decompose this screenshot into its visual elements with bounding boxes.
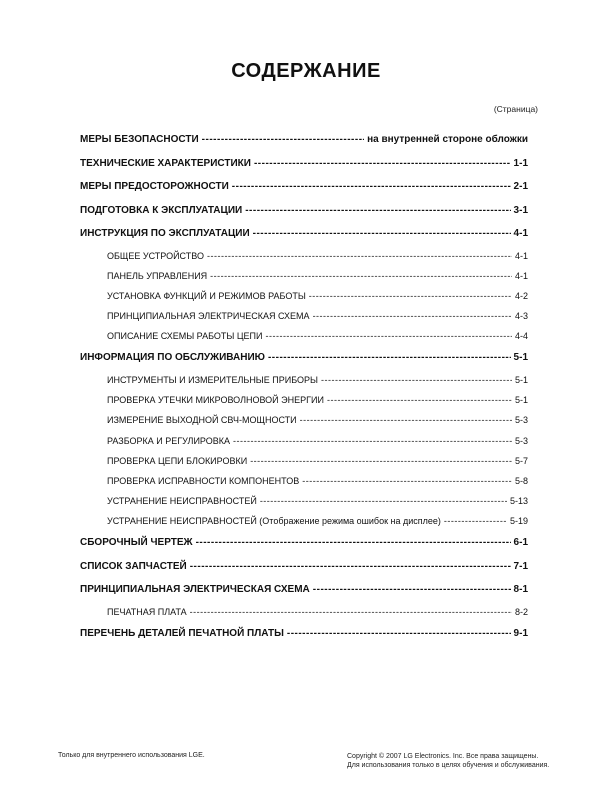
toc-entry-title: ПРОВЕРКА УТЕЧКИ МИКРОВОЛНОВОЙ ЭНЕРГИИ	[107, 395, 324, 406]
toc-entry-title: УСТАНОВКА ФУНКЦИЙ И РЕЖИМОВ РАБОТЫ	[107, 290, 306, 301]
toc-page-number: 8-2	[514, 606, 528, 617]
toc-leader-dashes	[313, 306, 512, 326]
toc-entry-title: ПРИНЦИПИАЛЬНАЯ ЭЛЕКТРИЧЕСКАЯ СХЕМА	[107, 311, 310, 322]
toc-entry-title: ПЕЧАТНАЯ ПЛАТА	[107, 606, 187, 617]
table-of-contents	[80, 128, 528, 646]
toc-subsection-row	[80, 306, 528, 326]
toc-page-number: 2-1	[513, 181, 528, 192]
toc-page-number: на внутренней стороне обложки	[367, 134, 528, 145]
toc-entry-title: СБОРОЧНЫЙ ЧЕРТЕЖ	[80, 537, 193, 549]
footer-copyright-line2: Для использования только в целях обучения и обслуживания.	[347, 762, 550, 769]
toc-entry-title: ПРИНЦИПИАЛЬНАЯ ЭЛЕКТРИЧЕСКАЯ СХЕМА	[80, 584, 310, 596]
toc-leader-dashes	[444, 511, 507, 531]
toc-page-number: 4-3	[514, 311, 528, 322]
toc-entry-title: ИНСТРУМЕНТЫ И ИЗМЕРИТЕЛЬНЫЕ ПРИБОРЫ	[107, 374, 318, 385]
toc-page-number: 5-3	[514, 435, 528, 446]
toc-leader-dashes	[233, 431, 512, 451]
toc-section-row	[80, 128, 528, 152]
toc-leader-dashes	[250, 451, 512, 471]
toc-entry-title: МЕРЫ БЕЗОПАСНОСТИ	[80, 134, 199, 145]
toc-page-number: 5-1	[514, 374, 528, 385]
toc-leader-dashes	[190, 555, 511, 579]
page-column-label: (Страница)	[493, 104, 538, 114]
toc-entry-title: ПРОВЕРКА ИСПРАВНОСТИ КОМПОНЕНТОВ	[107, 475, 300, 486]
toc-leader-dashes	[313, 578, 511, 602]
toc-section-row	[80, 578, 528, 602]
toc-subsection-row	[80, 471, 528, 491]
toc-subsection-row	[80, 286, 528, 306]
toc-leader-dashes	[207, 246, 512, 266]
toc-leader-dashes	[265, 326, 512, 346]
toc-entry-title: ПАНЕЛЬ УПРАВЛЕНИЯ	[107, 270, 208, 281]
toc-page-number: 4-1	[514, 270, 528, 281]
toc-subsection-row	[80, 370, 528, 390]
toc-leader-dashes	[302, 471, 512, 491]
toc-entry-title: УСТРАНЕНИЕ НЕИСПРАВНОСТЕЙ (Отображение режима ошибок на дисплее)	[107, 516, 441, 527]
toc-page-number: 5-1	[514, 395, 528, 406]
toc-entry-title: ИНФОРМАЦИЯ ПО ОБСЛУЖИВАНИЮ	[80, 352, 265, 364]
toc-page-number: 4-4	[514, 331, 528, 342]
toc-page-number: 1-1	[513, 157, 528, 169]
toc-leader-dashes	[300, 410, 512, 430]
toc-entry-title: ТЕХНИЧЕСКИЕ ХАРАКТЕРИСТИКИ	[80, 157, 251, 169]
toc-subsection-row	[80, 246, 528, 266]
toc-leader-dashes	[196, 531, 511, 555]
toc-page-number: 7-1	[513, 560, 528, 572]
toc-entry-title: СПИСОК ЗАПЧАСТЕЙ	[80, 560, 187, 572]
toc-section-row	[80, 199, 528, 223]
toc-page-number: 5-19	[509, 516, 528, 527]
toc-subsection-row	[80, 451, 528, 471]
toc-entry-title: ИНСТРУКЦИЯ ПО ЭКСПЛУАТАЦИИ	[80, 228, 250, 239]
toc-page-number: 8-1	[513, 584, 528, 596]
toc-entry-title: ОБЩЕЕ УСТРОЙСТВО	[107, 250, 204, 261]
toc-leader-dashes	[309, 286, 512, 306]
toc-page-number: 5-13	[509, 496, 528, 507]
toc-leader-dashes	[232, 175, 511, 199]
toc-section-row	[80, 175, 528, 199]
toc-entry-title: ПЕРЕЧЕНЬ ДЕТАЛЕЙ ПЕЧАТНОЙ ПЛАТЫ	[80, 628, 284, 640]
toc-entry-title: МЕРЫ ПРЕДОСТОРОЖНОСТИ	[80, 181, 229, 192]
toc-section-row	[80, 531, 528, 555]
toc-leader-dashes	[287, 622, 511, 646]
toc-page-number: 4-1	[514, 250, 528, 261]
toc-page-number: 6-1	[513, 537, 528, 549]
toc-section-row	[80, 555, 528, 579]
toc-subsection-row	[80, 511, 528, 531]
toc-page-number: 5-7	[514, 455, 528, 466]
toc-page-number: 5-1	[513, 352, 528, 364]
toc-subsection-row	[80, 410, 528, 430]
toc-page-number: 5-3	[514, 415, 528, 426]
toc-section-row	[80, 152, 528, 176]
toc-leader-dashes	[202, 128, 364, 152]
toc-section-row	[80, 222, 528, 246]
toc-entry-title: ИЗМЕРЕНИЕ ВЫХОДНОЙ СВЧ-МОЩНОСТИ	[107, 415, 297, 426]
footer-copyright	[347, 752, 549, 770]
toc-section-row	[80, 622, 528, 646]
toc-leader-dashes	[268, 346, 511, 370]
toc-section-row	[80, 346, 528, 370]
toc-leader-dashes	[245, 199, 510, 223]
toc-subsection-row	[80, 491, 528, 511]
toc-page-number: 9-1	[513, 628, 528, 640]
toc-page-number: 4-1	[513, 228, 528, 239]
toc-entry-title: ПОДГОТОВКА К ЭКСПЛУАТАЦИИ	[80, 204, 243, 216]
toc-subsection-row	[80, 602, 528, 622]
toc-page-number: 3-1	[513, 204, 528, 216]
toc-entry-title: ОПИСАНИЕ СХЕМЫ РАБОТЫ ЦЕПИ	[107, 331, 263, 342]
toc-leader-dashes	[260, 491, 507, 511]
toc-page-number: 5-8	[514, 475, 528, 486]
toc-leader-dashes	[327, 390, 512, 410]
toc-leader-dashes	[253, 222, 511, 246]
page-title: СОДЕРЖАНИЕ	[231, 60, 381, 82]
footer-copyright-line1: Copyright © 2007 LG Electronics. Inc. Все права защищены.	[347, 753, 539, 760]
toc-leader-dashes	[254, 152, 511, 176]
toc-entry-title: УСТРАНЕНИЕ НЕИСПРАВНОСТЕЙ	[107, 496, 257, 507]
toc-entry-title: ПРОВЕРКА ЦЕПИ БЛОКИРОВКИ	[107, 455, 248, 466]
footer-internal-use: Только для внутреннего использования LGE.	[58, 752, 205, 759]
toc-subsection-row	[80, 390, 528, 410]
toc-subsection-row	[80, 266, 528, 286]
toc-subsection-row	[80, 326, 528, 346]
toc-page-number: 4-2	[514, 290, 528, 301]
toc-subsection-row	[80, 431, 528, 451]
toc-leader-dashes	[210, 266, 512, 286]
toc-entry-title: РАЗБОРКА И РЕГУЛИРОВКА	[107, 435, 230, 446]
toc-leader-dashes	[190, 602, 512, 622]
toc-leader-dashes	[321, 370, 512, 390]
